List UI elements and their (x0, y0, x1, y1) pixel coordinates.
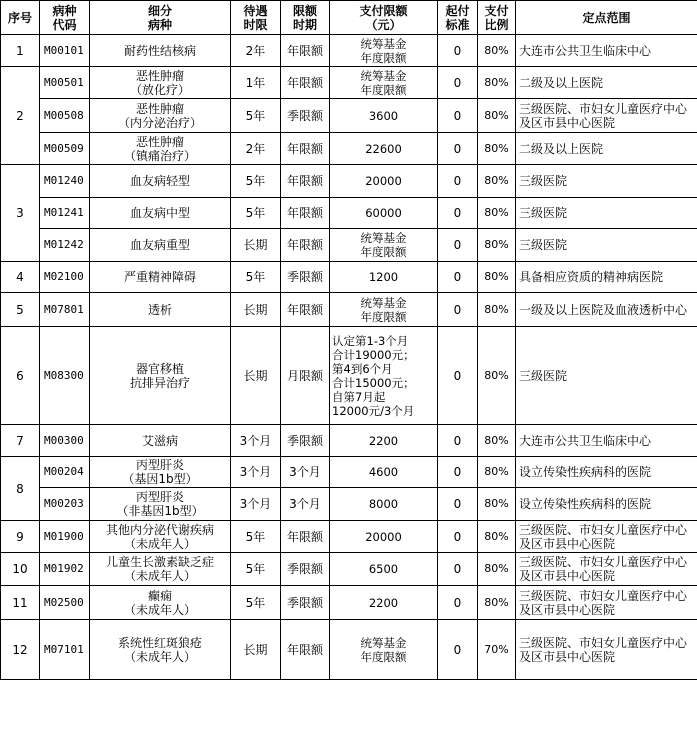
cell-scope: 三级医院、市妇女儿童医疗中心 及区市县中心医院 (516, 99, 697, 133)
cell-scope: 具备相应资质的精神病医院 (516, 262, 697, 293)
cell-period: 5年 (231, 553, 281, 586)
row-seq: 10 (1, 553, 40, 586)
cell-pay-limit: 22600 (330, 133, 438, 165)
cell-scope: 二级及以上医院 (516, 67, 697, 99)
cell-period: 5年 (231, 165, 281, 198)
table-row (1, 99, 697, 133)
cell-disease: 其他内分泌代谢疾病 （未成年人） (90, 521, 231, 553)
cell-pay-limit: 2200 (330, 586, 438, 620)
cell-disease: 恶性肿瘤 （镇痛治疗） (90, 133, 231, 165)
cell-limit-type: 季限额 (281, 99, 330, 133)
cell-disease: 血友病重型 (90, 229, 231, 262)
cell-threshold: 0 (438, 262, 478, 293)
cell-disease: 血友病轻型 (90, 165, 231, 198)
table-row (1, 457, 697, 488)
cell-scope: 设立传染性疾病科的医院 (516, 457, 697, 488)
cell-disease: 严重精神障碍 (90, 262, 231, 293)
table-body (1, 35, 697, 680)
cell-disease: 丙型肝炎 （基因1b型） (90, 457, 231, 488)
header-disease: 细分 病种 (90, 1, 231, 35)
cell-disease: 耐药性结核病 (90, 35, 231, 67)
cell-period: 2年 (231, 133, 281, 165)
cell-limit-type: 年限额 (281, 67, 330, 99)
header-seq: 序号 (1, 1, 40, 35)
cell-scope: 三级医院、市妇女儿童医疗中心 及区市县中心医院 (516, 586, 697, 620)
cell-period: 5年 (231, 99, 281, 133)
cell-scope: 三级医院 (516, 327, 697, 425)
cell-threshold: 0 (438, 165, 478, 198)
cell-ratio: 80% (478, 198, 516, 229)
cell-pay-limit: 认定第1-3个月 合计19000元； 第4到6个月 合计15000元； 自第7月起 12000元/3个月 (330, 327, 438, 425)
cell-pay-limit: 统筹基金 年度限额 (330, 35, 438, 67)
cell-disease: 系统性红斑狼疮 （未成年人） (90, 620, 231, 680)
cell-period: 长期 (231, 293, 281, 327)
cell-ratio: 80% (478, 229, 516, 262)
cell-limit-type: 年限额 (281, 133, 330, 165)
row-seq: 5 (1, 293, 40, 327)
cell-code: M08300 (40, 327, 90, 425)
header-code: 病种 代码 (40, 1, 90, 35)
cell-pay-limit: 3600 (330, 99, 438, 133)
cell-limit-type: 年限额 (281, 165, 330, 198)
cell-disease: 癫痫 （未成年人） (90, 586, 231, 620)
cell-pay-limit: 60000 (330, 198, 438, 229)
cell-disease: 儿童生长激素缺乏症 （未成年人） (90, 553, 231, 586)
table-row (1, 488, 697, 521)
cell-period: 5年 (231, 521, 281, 553)
cell-threshold: 0 (438, 457, 478, 488)
cell-ratio: 70% (478, 620, 516, 680)
cell-threshold: 0 (438, 553, 478, 586)
cell-pay-limit: 20000 (330, 521, 438, 553)
cell-period: 3个月 (231, 488, 281, 521)
cell-ratio: 80% (478, 586, 516, 620)
cell-period: 长期 (231, 620, 281, 680)
table-row (1, 165, 697, 198)
cell-code: M07801 (40, 293, 90, 327)
cell-threshold: 0 (438, 133, 478, 165)
cell-threshold: 0 (438, 327, 478, 425)
cell-ratio: 80% (478, 457, 516, 488)
cell-limit-type: 3个月 (281, 457, 330, 488)
cell-scope: 三级医院、市妇女儿童医疗中心 及区市县中心医院 (516, 620, 697, 680)
header-ratio: 支付 比例 (478, 1, 516, 35)
cell-period: 2年 (231, 35, 281, 67)
cell-pay-limit: 2200 (330, 425, 438, 457)
cell-period: 长期 (231, 327, 281, 425)
cell-pay-limit: 6500 (330, 553, 438, 586)
cell-ratio: 80% (478, 35, 516, 67)
cell-threshold: 0 (438, 198, 478, 229)
cell-disease: 器官移植 抗排异治疗 (90, 327, 231, 425)
cell-ratio: 80% (478, 293, 516, 327)
row-seq: 12 (1, 620, 40, 680)
cell-scope: 大连市公共卫生临床中心 (516, 425, 697, 457)
cell-threshold: 0 (438, 67, 478, 99)
cell-code: M00204 (40, 457, 90, 488)
cell-limit-type: 季限额 (281, 262, 330, 293)
table-row (1, 35, 697, 67)
cell-period: 3个月 (231, 457, 281, 488)
cell-limit-type: 年限额 (281, 293, 330, 327)
cell-ratio: 80% (478, 165, 516, 198)
cell-threshold: 0 (438, 425, 478, 457)
cell-limit-type: 年限额 (281, 229, 330, 262)
cell-period: 3个月 (231, 425, 281, 457)
cell-period: 5年 (231, 586, 281, 620)
cell-ratio: 80% (478, 521, 516, 553)
cell-period: 长期 (231, 229, 281, 262)
cell-code: M02100 (40, 262, 90, 293)
cell-period: 5年 (231, 198, 281, 229)
row-seq: 4 (1, 262, 40, 293)
cell-code: M07101 (40, 620, 90, 680)
cell-ratio: 80% (478, 67, 516, 99)
cell-disease: 艾滋病 (90, 425, 231, 457)
cell-code: M01242 (40, 229, 90, 262)
cell-pay-limit: 统筹基金 年度限额 (330, 293, 438, 327)
cell-threshold: 0 (438, 521, 478, 553)
table-row (1, 67, 697, 99)
cell-scope: 三级医院 (516, 198, 697, 229)
table-row (1, 425, 697, 457)
cell-period: 1年 (231, 67, 281, 99)
cell-scope: 三级医院、市妇女儿童医疗中心 及区市县中心医院 (516, 521, 697, 553)
table-row (1, 229, 697, 262)
table-row (1, 198, 697, 229)
header-pay-limit: 支付限额 （元） (330, 1, 438, 35)
cell-threshold: 0 (438, 229, 478, 262)
cell-ratio: 80% (478, 133, 516, 165)
table-row (1, 327, 697, 425)
cell-scope: 设立传染性疾病科的医院 (516, 488, 697, 521)
cell-limit-type: 年限额 (281, 521, 330, 553)
header-row (1, 1, 697, 35)
row-seq: 6 (1, 327, 40, 425)
cell-limit-type: 季限额 (281, 553, 330, 586)
row-seq: 1 (1, 35, 40, 67)
cell-disease: 血友病中型 (90, 198, 231, 229)
cell-scope: 三级医院 (516, 165, 697, 198)
cell-code: M01900 (40, 521, 90, 553)
cell-code: M02500 (40, 586, 90, 620)
table-row (1, 262, 697, 293)
row-seq: 2 (1, 67, 40, 165)
cell-code: M01240 (40, 165, 90, 198)
cell-code: M00509 (40, 133, 90, 165)
cell-code: M01241 (40, 198, 90, 229)
cell-pay-limit: 统筹基金 年度限额 (330, 620, 438, 680)
cell-threshold: 0 (438, 293, 478, 327)
cell-ratio: 80% (478, 99, 516, 133)
cell-limit-type: 季限额 (281, 586, 330, 620)
cell-pay-limit: 4600 (330, 457, 438, 488)
header-period: 待遇 时限 (231, 1, 281, 35)
header-threshold: 起付 标准 (438, 1, 478, 35)
cell-code: M00501 (40, 67, 90, 99)
cell-limit-type: 3个月 (281, 488, 330, 521)
cell-disease: 透析 (90, 293, 231, 327)
table-row (1, 586, 697, 620)
cell-pay-limit: 统筹基金 年度限额 (330, 67, 438, 99)
cell-threshold: 0 (438, 620, 478, 680)
cell-ratio: 80% (478, 327, 516, 425)
row-seq: 11 (1, 586, 40, 620)
cell-pay-limit: 统筹基金 年度限额 (330, 229, 438, 262)
cell-scope: 一级及以上医院及血液透析中心 (516, 293, 697, 327)
cell-threshold: 0 (438, 99, 478, 133)
cell-code: M01902 (40, 553, 90, 586)
cell-limit-type: 年限额 (281, 35, 330, 67)
cell-period: 5年 (231, 262, 281, 293)
cell-limit-type: 季限额 (281, 425, 330, 457)
row-seq: 3 (1, 165, 40, 262)
cell-disease: 丙型肝炎 （非基因1b型） (90, 488, 231, 521)
cell-limit-type: 年限额 (281, 620, 330, 680)
row-seq: 9 (1, 521, 40, 553)
cell-code: M00101 (40, 35, 90, 67)
cell-pay-limit: 1200 (330, 262, 438, 293)
cell-limit-type: 年限额 (281, 198, 330, 229)
cell-pay-limit: 8000 (330, 488, 438, 521)
cell-threshold: 0 (438, 35, 478, 67)
cell-disease: 恶性肿瘤 （放化疗） (90, 67, 231, 99)
header-limit-type: 限额 时期 (281, 1, 330, 35)
cell-scope: 三级医院 (516, 229, 697, 262)
table-row (1, 620, 697, 680)
row-seq: 8 (1, 457, 40, 521)
table-row (1, 133, 697, 165)
cell-pay-limit: 20000 (330, 165, 438, 198)
table-row (1, 553, 697, 586)
cell-code: M00203 (40, 488, 90, 521)
cell-code: M00300 (40, 425, 90, 457)
cell-disease: 恶性肿瘤 （内分泌治疗） (90, 99, 231, 133)
cell-ratio: 80% (478, 425, 516, 457)
row-seq: 7 (1, 425, 40, 457)
cell-scope: 二级及以上医院 (516, 133, 697, 165)
cell-ratio: 80% (478, 488, 516, 521)
cell-threshold: 0 (438, 586, 478, 620)
cell-ratio: 80% (478, 262, 516, 293)
cell-threshold: 0 (438, 488, 478, 521)
cell-limit-type: 月限额 (281, 327, 330, 425)
cell-ratio: 80% (478, 553, 516, 586)
cell-scope: 三级医院、市妇女儿童医疗中心 及区市县中心医院 (516, 553, 697, 586)
cell-scope: 大连市公共卫生临床中心 (516, 35, 697, 67)
header-scope: 定点范围 (516, 1, 697, 35)
cell-code: M00508 (40, 99, 90, 133)
table-row (1, 293, 697, 327)
table-row (1, 521, 697, 553)
